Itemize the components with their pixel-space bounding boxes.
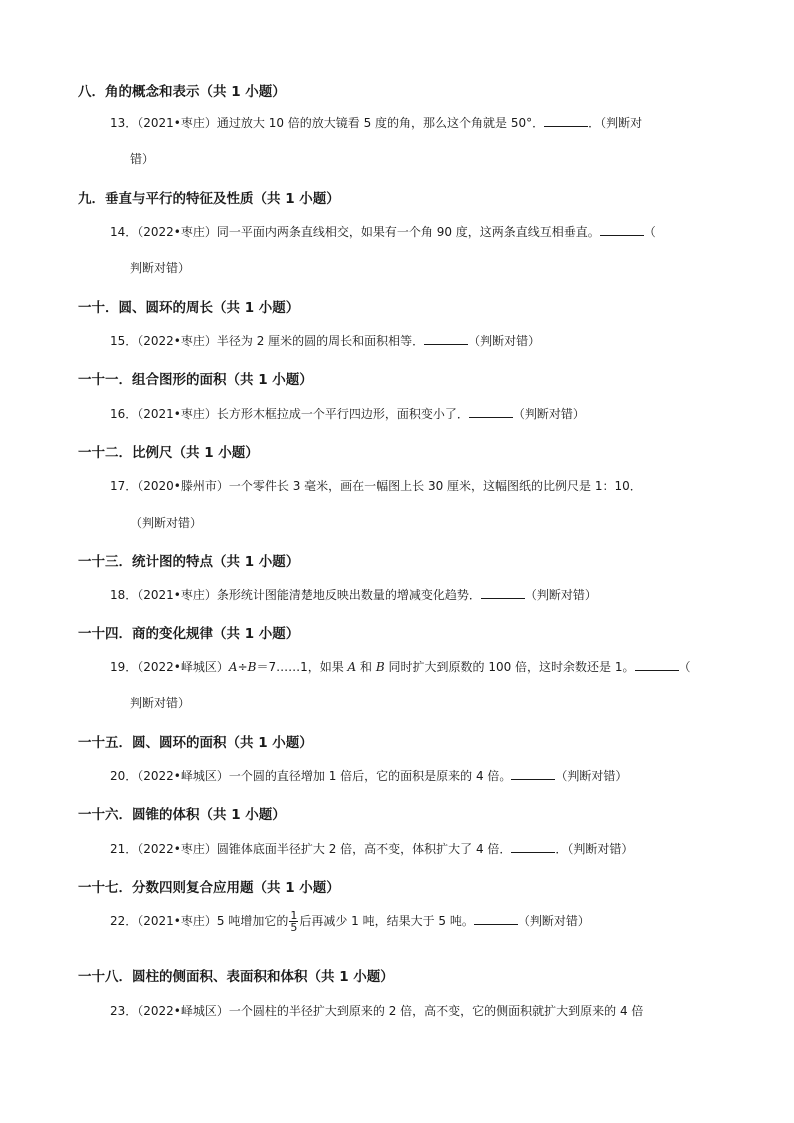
answer-blank[interactable] <box>474 913 518 925</box>
question-22 <box>110 910 718 933</box>
question-text: ＝7……1，如果 <box>256 660 348 674</box>
question-text: 20．（2022•峄城区）一个圆的直径增加 1 倍后，它的面积是原来的 4 倍。 <box>110 769 512 783</box>
question-17 <box>110 477 718 494</box>
section-heading: 九．垂直与平行的特征及性质（共 1 小题） <box>78 191 340 207</box>
question-suffix: （判断对错） <box>130 516 203 530</box>
question-suffix: （ <box>643 225 656 239</box>
answer-blank[interactable] <box>469 406 513 418</box>
answer-blank[interactable] <box>600 224 644 236</box>
answer-blank[interactable] <box>511 841 555 853</box>
question-text: 同时扩大到原数的 100 倍，这时余数还是 1。 <box>384 660 635 674</box>
question-text: 后再减少 1 吨，结果大于 5 吨。 <box>299 914 474 928</box>
question-text: 18．（2021•枣庄）条形统计图能清楚地反映出数量的增减变化趋势． <box>110 588 481 602</box>
variable-a: A <box>347 660 357 674</box>
section-heading: 一十．圆、圆环的周长（共 1 小题） <box>78 300 300 316</box>
section-heading: 一十五．圆、圆环的面积（共 1 小题） <box>78 735 313 751</box>
question-continuation: 判断对错） <box>130 696 191 710</box>
question-text: 23．（2022•峄城区）一个圆柱的半径扩大到原来的 2 倍，高不变，它的侧面积就扩大到原来的 4 倍 <box>110 1004 644 1018</box>
section-heading: 一十七．分数四则复合应用题（共 1 小题） <box>78 880 340 896</box>
question-source: 19．（2022•峄城区） <box>110 660 229 674</box>
answer-blank[interactable] <box>544 115 588 127</box>
question-suffix: （判断对错） <box>517 914 590 928</box>
question-continuation: 错） <box>130 152 155 166</box>
question-suffix: （判断对错） <box>555 769 628 783</box>
question-suffix: （判断对错） <box>512 407 585 421</box>
variable-b: B <box>375 660 385 674</box>
fraction-numerator: 1 <box>290 909 298 922</box>
section-heading: 一十一．组合图形的面积（共 1 小题） <box>78 372 313 388</box>
section-heading: 一十二．比例尺（共 1 小题） <box>78 445 259 461</box>
question-suffix: ．（判断对 <box>588 116 643 130</box>
question-continuation: 判断对错） <box>130 261 191 275</box>
section-heading: 八．角的概念和表示（共 1 小题） <box>78 84 286 100</box>
question-20 <box>110 767 718 784</box>
section-heading: 一十八．圆柱的侧面积、表面积和体积（共 1 小题） <box>78 969 394 985</box>
question-suffix: （ <box>678 660 691 674</box>
question-text: 14．（2022•枣庄）同一平面内两条直线相交，如果有一个角 90 度，这两条直线互相垂直。 <box>110 225 600 239</box>
question-text: 22．（2021•枣庄）5 吨增加它的 <box>110 914 289 928</box>
question-text: 13．（2021•枣庄）通过放大 10 倍的放大镜看 5 度的角，那么这个角就是 50°． <box>110 116 545 130</box>
question-suffix: （判断对错） <box>468 334 541 348</box>
fraction-denominator: 5 <box>290 921 298 934</box>
question-text: 16．（2021•枣庄）长方形木框拉成一个平行四边形，面积变小了． <box>110 407 469 421</box>
section-heading: 一十四．商的变化规律（共 1 小题） <box>78 626 300 642</box>
question-16 <box>110 405 718 422</box>
section-heading: 一十三．统计图的特点（共 1 小题） <box>78 554 300 570</box>
answer-blank[interactable] <box>481 587 525 599</box>
question-13 <box>110 114 718 131</box>
question-23 <box>110 1002 718 1019</box>
section-heading: 一十六．圆锥的体积（共 1 小题） <box>78 807 286 823</box>
answer-blank[interactable] <box>424 333 468 345</box>
question-text: 17．（2020•滕州市）一个零件长 3 毫米，画在一幅图上长 30 厘米，这幅图纸的比例尺是 1：10． <box>110 479 642 493</box>
question-18 <box>110 586 718 603</box>
variable-b: B <box>247 660 257 674</box>
question-suffix: ．（判断对错） <box>555 842 634 856</box>
question-text: 和 <box>356 660 376 674</box>
question-19 <box>110 658 718 675</box>
question-text: 15．（2022•枣庄）半径为 2 厘米的圆的周长和面积相等． <box>110 334 425 348</box>
question-14 <box>110 223 718 240</box>
question-15 <box>110 332 718 349</box>
question-21 <box>110 840 718 857</box>
question-text: 21．（2022•枣庄）圆锥体底面半径扩大 2 倍，高不变，体积扩大了 4 倍． <box>110 842 512 856</box>
question-continuation <box>130 514 202 531</box>
division-sign: ÷ <box>237 660 248 674</box>
answer-blank[interactable] <box>511 768 555 780</box>
variable-a: A <box>228 660 238 674</box>
fraction <box>289 910 298 933</box>
answer-blank[interactable] <box>635 659 679 671</box>
question-suffix: （判断对错） <box>524 588 597 602</box>
